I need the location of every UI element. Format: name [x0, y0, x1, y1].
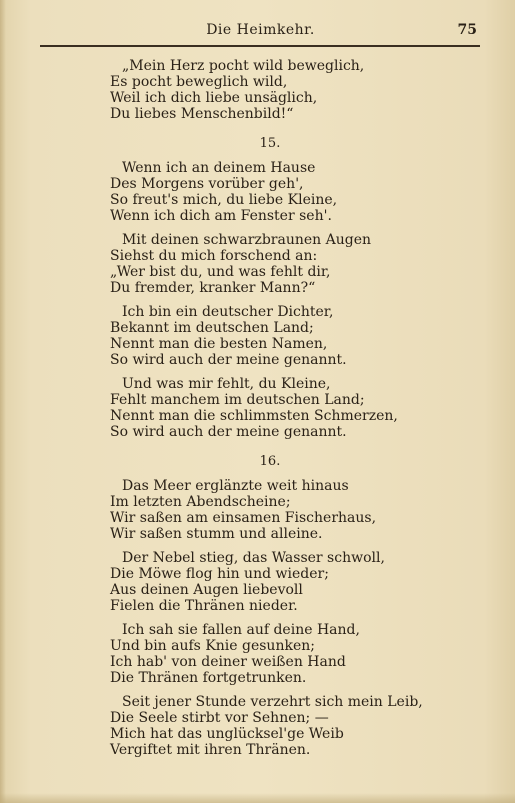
verse-line: Wir saßen stumm und alleine. — [110, 526, 323, 542]
verse-line: „Wer bist du, und was fehlt dir, — [110, 264, 331, 280]
verse-line: Du fremder, kranker Mann?“ — [110, 280, 316, 296]
poem-body — [110, 58, 440, 766]
verse-line: Aus deinen Augen liebevoll — [110, 582, 303, 598]
verse-line: Im letzten Abendscheine; — [110, 494, 291, 510]
verse-line: „Mein Herz pocht wild beweglich, — [122, 58, 365, 74]
page-number: 75 — [457, 22, 477, 38]
stanza — [110, 304, 440, 368]
verse-line: Fielen die Thränen nieder. — [110, 598, 298, 614]
verse-line: Mich hat das unglücksel'ge Weib — [110, 726, 344, 742]
verse-line: Des Morgens vorüber geh', — [110, 176, 304, 192]
verse-line: Und bin aufs Knie gesunken; — [110, 638, 315, 654]
verse-line: Wenn ich an deinem Hause — [122, 160, 316, 176]
verse-line: Und was mir fehlt, du Kleine, — [122, 376, 331, 392]
verse-line: So wird auch der meine genannt. — [110, 352, 347, 368]
verse-line: Das Meer erglänzte weit hinaus — [122, 478, 349, 494]
poem-number: 16. — [259, 454, 281, 469]
stanza — [110, 694, 440, 758]
poem-number: 15. — [259, 136, 281, 151]
verse-line: Vergiftet mit ihren Thränen. — [110, 742, 311, 758]
verse-line: Mit deinen schwarzbraunen Augen — [122, 232, 371, 248]
verse-line: Die Thränen fortgetrunken. — [110, 670, 307, 686]
verse-line: Die Seele stirbt vor Sehnen; — — [110, 710, 329, 726]
verse-line: Du liebes Menschenbild!“ — [110, 106, 294, 122]
verse-line: Fehlt manchem im deutschen Land; — [110, 392, 365, 408]
verse-line: Weil ich dich liebe unsäglich, — [110, 90, 318, 106]
stanza — [110, 232, 440, 296]
verse-line: Ich hab' von deiner weißen Hand — [110, 654, 346, 670]
verse-line: So wird auch der meine genannt. — [110, 424, 347, 440]
verse-line: Ich sah sie fallen auf deine Hand, — [122, 622, 360, 638]
stanza — [110, 478, 440, 542]
verse-line: Siehst du mich forschend an: — [110, 248, 318, 264]
stanza — [110, 550, 440, 614]
verse-line: Ich bin ein deutscher Dichter, — [122, 304, 334, 320]
verse-line: Es pocht beweglich wild, — [110, 74, 288, 90]
page-bottom-shade — [0, 793, 515, 803]
verse-line: Nennt man die besten Namen, — [110, 336, 328, 352]
verse-line: Nennt man die schlimmsten Schmerzen, — [110, 408, 398, 424]
stanza — [110, 58, 440, 122]
stanza — [110, 622, 440, 686]
verse-line: Seit jener Stunde verzehrt sich mein Leib, — [122, 694, 423, 710]
verse-line: Wenn ich dich am Fenster seh'. — [110, 208, 332, 224]
verse-line: So freut's mich, du liebe Kleine, — [110, 192, 338, 208]
running-head — [44, 22, 477, 42]
page-edge-shadow — [0, 0, 6, 803]
header-rule — [40, 45, 480, 47]
verse-line: Wir saßen am einsamen Fischerhaus, — [110, 510, 377, 526]
verse-line: Der Nebel stieg, das Wasser schwoll, — [122, 550, 385, 566]
running-title: Die Heimkehr. — [206, 22, 315, 38]
stanza — [110, 376, 440, 440]
verse-line: Bekannt im deutschen Land; — [110, 320, 314, 336]
stanza — [110, 160, 440, 224]
verse-line: Die Möwe flog hin und wieder; — [110, 566, 329, 582]
